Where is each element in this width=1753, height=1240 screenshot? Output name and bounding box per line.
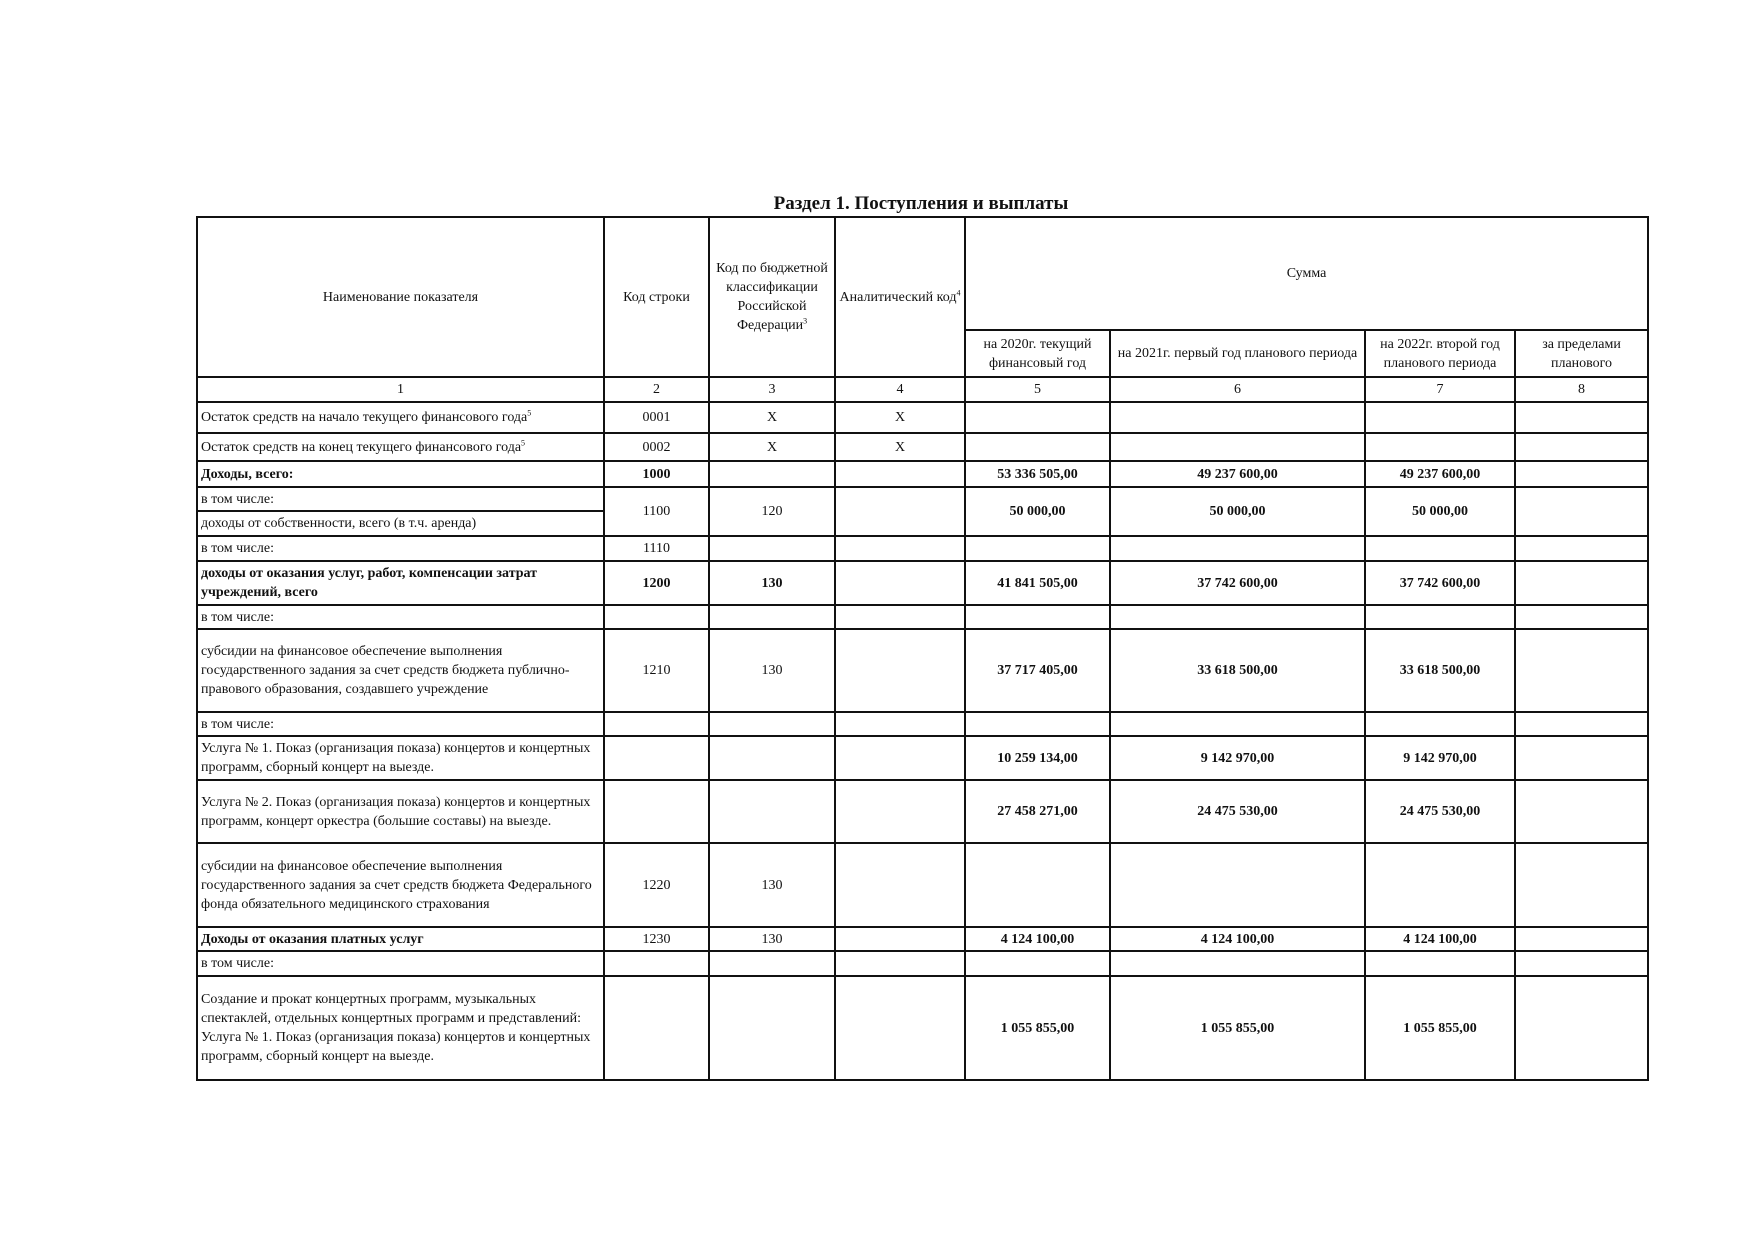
- row-beyond: [1515, 976, 1648, 1080]
- row-beyond: [1515, 487, 1648, 536]
- row-2020: [965, 951, 1110, 976]
- row-name: субсидии на финансовое обеспечение выполнения государственного задания за счет средств бюджета публично-правового образования, создавшего учреждение: [197, 629, 604, 712]
- row-code: 1110: [604, 536, 709, 561]
- row-beyond: [1515, 712, 1648, 736]
- table-row: [197, 461, 1648, 487]
- row-code: 1100: [604, 487, 709, 536]
- row-code: [604, 605, 709, 629]
- row-code: 1230: [604, 927, 709, 951]
- row-bk: 130: [709, 629, 835, 712]
- row-analytic: [835, 536, 965, 561]
- section-title: Раздел 1. Поступления и выплаты: [773, 193, 1069, 214]
- table-row: [197, 843, 1648, 927]
- row-2022: 24 475 530,00: [1365, 780, 1515, 843]
- row-beyond: [1515, 843, 1648, 927]
- row-name: в том числе:: [197, 712, 604, 736]
- row-2022: 4 124 100,00: [1365, 927, 1515, 951]
- row-code: [604, 712, 709, 736]
- row-analytic: [835, 736, 965, 780]
- row-2022: 49 237 600,00: [1365, 461, 1515, 487]
- row-2021: 4 124 100,00: [1110, 927, 1365, 951]
- col-number: 6: [1110, 377, 1365, 402]
- row-name: Остаток средств на начало текущего финансового года$^5$: [197, 402, 604, 433]
- row-beyond: [1515, 605, 1648, 629]
- header-analytic-code: Аналитический код$^4$: [835, 217, 965, 377]
- row-2021: [1110, 605, 1365, 629]
- row-name: Остаток средств на конец текущего финансового года$^5$: [197, 433, 604, 461]
- row-analytic: [835, 780, 965, 843]
- col-number: 3: [709, 377, 835, 402]
- row-beyond: [1515, 536, 1648, 561]
- row-2021: [1110, 712, 1365, 736]
- table-row: [197, 487, 1648, 511]
- row-code: [604, 736, 709, 780]
- row-analytic: [835, 843, 965, 927]
- header-row-code: Код строки: [604, 217, 709, 377]
- row-2022: [1365, 712, 1515, 736]
- row-2022: 9 142 970,00: [1365, 736, 1515, 780]
- row-code: 1200: [604, 561, 709, 605]
- row-2020: [965, 712, 1110, 736]
- row-name: доходы от собственности, всего (в т.ч. аренда): [197, 511, 604, 536]
- row-2022: [1365, 402, 1515, 433]
- row-2022: [1365, 605, 1515, 629]
- header-bk-code: Код по бюджетной классификации Российской Федерации$^3$: [709, 217, 835, 377]
- row-beyond: [1515, 951, 1648, 976]
- col-number: 7: [1365, 377, 1515, 402]
- row-analytic: X: [835, 402, 965, 433]
- table-row: [197, 736, 1648, 780]
- row-analytic: [835, 712, 965, 736]
- row-bk: 120: [709, 487, 835, 536]
- table-row: [197, 536, 1648, 561]
- row-name: в том числе:: [197, 605, 604, 629]
- row-2020: 4 124 100,00: [965, 927, 1110, 951]
- row-code: 1220: [604, 843, 709, 927]
- row-2020: 53 336 505,00: [965, 461, 1110, 487]
- row-2020: 27 458 271,00: [965, 780, 1110, 843]
- row-2021: 49 237 600,00: [1110, 461, 1365, 487]
- table-row: [197, 605, 1648, 629]
- row-name: Доходы, всего:: [197, 461, 604, 487]
- row-2021: 1 055 855,00: [1110, 976, 1365, 1080]
- row-name: в том числе:: [197, 487, 604, 511]
- table-row: [197, 712, 1648, 736]
- row-2021: [1110, 402, 1365, 433]
- row-2020: 1 055 855,00: [965, 976, 1110, 1080]
- receipts-payments-table: [196, 216, 1649, 1081]
- row-code: 1000: [604, 461, 709, 487]
- table-row: [197, 561, 1648, 605]
- row-bk: X: [709, 402, 835, 433]
- header-2022: на 2022г. второй год планового периода: [1365, 330, 1515, 377]
- row-bk: [709, 736, 835, 780]
- table-row: [197, 927, 1648, 951]
- row-name: субсидии на финансовое обеспечение выполнения государственного задания за счет средств бюджета Федерального фонда обязательного медицинского страхования: [197, 843, 604, 927]
- row-2021: [1110, 536, 1365, 561]
- row-name: Услуга № 1. Показ (организация показа) концертов и концертных программ, сборный концерт на выезде.: [197, 736, 604, 780]
- row-2022: [1365, 433, 1515, 461]
- header-2020: на 2020г. текущий финансовый год: [965, 330, 1110, 377]
- row-2020: [965, 402, 1110, 433]
- row-bk: 130: [709, 843, 835, 927]
- table-row: [197, 629, 1648, 712]
- row-beyond: [1515, 780, 1648, 843]
- row-code: 0001: [604, 402, 709, 433]
- row-bk: X: [709, 433, 835, 461]
- table-row: [197, 780, 1648, 843]
- row-2021: 33 618 500,00: [1110, 629, 1365, 712]
- row-analytic: [835, 951, 965, 976]
- row-analytic: [835, 605, 965, 629]
- header-name: Наименование показателя: [197, 217, 604, 377]
- col-number: 2: [604, 377, 709, 402]
- row-bk: 130: [709, 561, 835, 605]
- row-2021: 50 000,00: [1110, 487, 1365, 536]
- header-row: [197, 217, 1648, 330]
- row-name: Доходы от оказания платных услуг: [197, 927, 604, 951]
- row-2022: 33 618 500,00: [1365, 629, 1515, 712]
- row-2020: [965, 605, 1110, 629]
- row-2021: 9 142 970,00: [1110, 736, 1365, 780]
- row-beyond: [1515, 433, 1648, 461]
- table-row: [197, 976, 1648, 1080]
- row-2021: 24 475 530,00: [1110, 780, 1365, 843]
- header-beyond: за пределами планового: [1515, 330, 1648, 377]
- header-2021: на 2021г. первый год планового периода: [1110, 330, 1365, 377]
- row-analytic: X: [835, 433, 965, 461]
- column-numbers-row: [197, 377, 1648, 402]
- row-code: [604, 976, 709, 1080]
- row-beyond: [1515, 402, 1648, 433]
- row-2020: [965, 843, 1110, 927]
- col-number: 4: [835, 377, 965, 402]
- row-analytic: [835, 461, 965, 487]
- row-2020: 37 717 405,00: [965, 629, 1110, 712]
- row-name: доходы от оказания услуг, работ, компенсации затрат учреждений, всего: [197, 561, 604, 605]
- table-row: [197, 402, 1648, 433]
- row-analytic: [835, 927, 965, 951]
- row-code: 1210: [604, 629, 709, 712]
- row-code: [604, 951, 709, 976]
- row-2021: [1110, 433, 1365, 461]
- header-sum: Сумма: [965, 217, 1648, 330]
- row-2022: [1365, 536, 1515, 561]
- row-2020: [965, 536, 1110, 561]
- row-bk: [709, 712, 835, 736]
- row-2022: [1365, 843, 1515, 927]
- row-beyond: [1515, 736, 1648, 780]
- table-row: [197, 951, 1648, 976]
- row-name: Услуга № 2. Показ (организация показа) концертов и концертных программ, концерт оркестра (большие составы) на выезде.: [197, 780, 604, 843]
- row-2022: [1365, 951, 1515, 976]
- row-beyond: [1515, 461, 1648, 487]
- row-bk: [709, 951, 835, 976]
- row-2022: 50 000,00: [1365, 487, 1515, 536]
- row-analytic: [835, 561, 965, 605]
- row-name: в том числе:: [197, 951, 604, 976]
- row-code: [604, 780, 709, 843]
- row-bk: 130: [709, 927, 835, 951]
- row-2021: [1110, 843, 1365, 927]
- row-2021: 37 742 600,00: [1110, 561, 1365, 605]
- row-name: в том числе:: [197, 536, 604, 561]
- row-bk: [709, 536, 835, 561]
- row-2020: 50 000,00: [965, 487, 1110, 536]
- row-analytic: [835, 976, 965, 1080]
- row-2021: [1110, 951, 1365, 976]
- col-number: 1: [197, 377, 604, 402]
- table-row: [197, 433, 1648, 461]
- row-bk: [709, 461, 835, 487]
- col-number: 5: [965, 377, 1110, 402]
- col-number: 8: [1515, 377, 1648, 402]
- row-code: 0002: [604, 433, 709, 461]
- row-bk: [709, 976, 835, 1080]
- row-2022: 37 742 600,00: [1365, 561, 1515, 605]
- row-name: Создание и прокат концертных программ, музыкальных спектаклей, отдельных концертных программ и представлений: Услуга № 1. Показ (организация показа) концертов и концертных программ, сборный концерт на выезде.: [197, 976, 604, 1080]
- row-beyond: [1515, 561, 1648, 605]
- row-2020: 41 841 505,00: [965, 561, 1110, 605]
- row-beyond: [1515, 927, 1648, 951]
- row-bk: [709, 780, 835, 843]
- row-analytic: [835, 487, 965, 536]
- row-beyond: [1515, 629, 1648, 712]
- row-2022: 1 055 855,00: [1365, 976, 1515, 1080]
- row-analytic: [835, 629, 965, 712]
- row-bk: [709, 605, 835, 629]
- row-2020: 10 259 134,00: [965, 736, 1110, 780]
- row-2020: [965, 433, 1110, 461]
